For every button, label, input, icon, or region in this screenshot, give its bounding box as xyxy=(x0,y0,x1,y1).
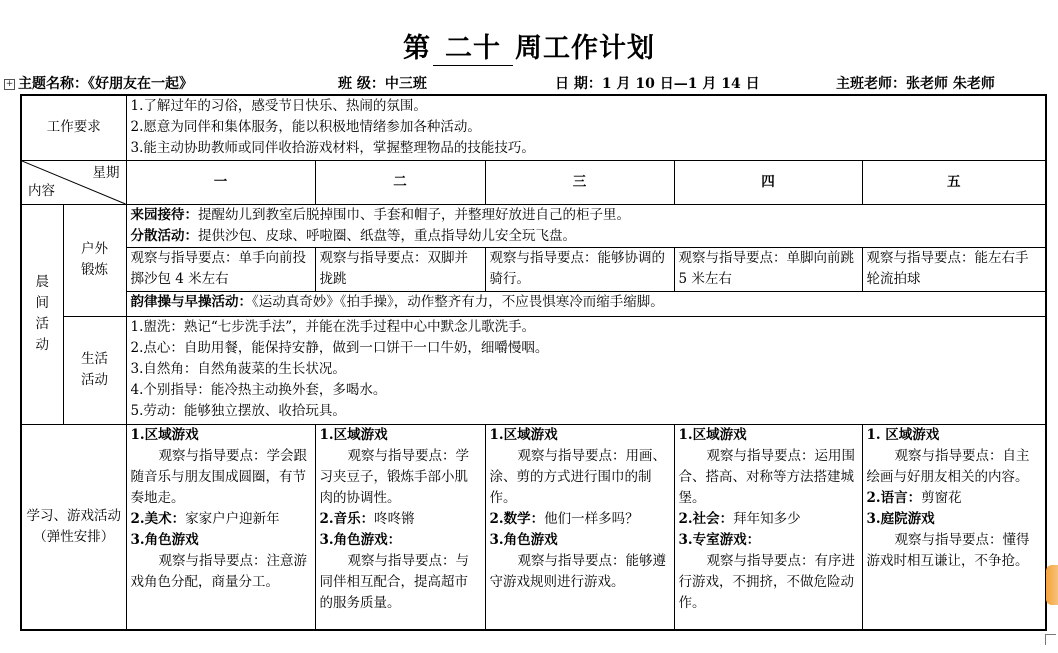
learning-day-wed: 1.区域游戏 观察与指导要点：用画、涂、剪的方式进行围巾的制作。 2.数学：他们一样多吗？ 3.角色游戏 观察与指导要点：能够遵守游戏规则进行游戏。 xyxy=(485,424,674,630)
learning-day-mon: 1.区域游戏 观察与指导要点：学会跟随音乐与朋友围成圆圈，有节奏地走。 2.美术：家家户户迎新年 3.角色游戏 观察与指导要点：注意游戏角色分配，商量分工。 xyxy=(126,424,315,630)
day-header-mon: 一 xyxy=(126,160,315,204)
head-teacher: 主班老师：张老师 朱老师 xyxy=(836,76,995,92)
requirement-item: 1.了解过年的习俗，感受节日快乐、热闹的氛围。 xyxy=(130,98,427,114)
rhythm-exercise-cell: 韵律操与早操活动：《运动真奇妙》《拍手操》，动作整齐有力，不应畏惧寒冷而缩手缩脚。 xyxy=(126,291,1046,316)
side-scroll-marker[interactable] xyxy=(1046,565,1058,605)
requirements-label: 工作要求 xyxy=(21,95,126,160)
day-header-tue: 二 xyxy=(315,160,485,204)
diagonal-header-cell xyxy=(21,160,126,204)
weekly-plan-table xyxy=(20,94,1047,631)
page-title: 第 二十 周工作计划 xyxy=(0,26,1058,66)
outdoor-observation: 观察与指导要点：双脚并拢跳 xyxy=(315,247,485,291)
requirement-item: 2.愿意为同伴和集体服务，能以积极地情绪参加各种活动。 xyxy=(130,119,481,135)
outdoor-observation: 观察与指导要点：能左右手轮流拍球 xyxy=(862,247,1046,291)
week-label: 星期 xyxy=(92,164,120,181)
learning-day-tue: 1.区域游戏 观察与指导要点：学习夹豆子，锻炼手部小肌肉的协调性。 2.音乐：咚咚锵 3.角色游戏： 观察与指导要点：与同伴相互配合，提高超市的服务质量。 xyxy=(315,424,485,630)
life-item: 5.劳动：能够独立摆放、收拾玩具。 xyxy=(130,402,346,419)
outdoor-observation: 观察与指导要点：能够协调的骑行。 xyxy=(485,247,674,291)
learning-day-fri: 1. 区域游戏 观察与指导要点：自主绘画与好朋友相关的内容。 2.语言：剪窗花 3.庭院游戏 观察与指导要点：懂得游戏时相互谦让，不争抢。 xyxy=(862,424,1046,630)
week-number: 二十 xyxy=(433,26,513,66)
class-name: 班 级：中三班 xyxy=(338,76,427,92)
date-range: 日 期：1 月 10 日—1 月 14 日 xyxy=(555,76,760,92)
life-activity-list xyxy=(126,316,1046,424)
life-item: 3.自然角：自然角菠菜的生长状况。 xyxy=(130,360,346,377)
life-item: 4.个别指导：能冷热主动换外套，多喝水。 xyxy=(130,381,387,398)
life-item: 1.盥洗：熟记“七步洗手法”，并能在洗手过程中心中默念儿歌洗手。 xyxy=(130,318,536,335)
outdoor-observation: 观察与指导要点：单脚向前跳 5 米左右 xyxy=(674,247,862,291)
theme-name: 主题名称：《好朋友在一起》 xyxy=(18,76,193,92)
requirement-item: 3.能主动协助教师或同伴收拾游戏材料，掌握整理物品的技能技巧。 xyxy=(130,140,535,156)
table-resize-handle[interactable] xyxy=(1045,634,1056,645)
day-header-fri: 五 xyxy=(862,160,1046,204)
requirements-list xyxy=(126,95,1046,160)
day-header-thu: 四 xyxy=(674,160,862,204)
arrival-scatter-cell: 来园接待：提醒幼儿到教室后脱掉围巾、手套和帽子，并整理好放进自己的柜子里。 分散活动：提供沙包、皮球、呼啦圈、纸盘等，重点指导幼儿安全玩飞盘。 xyxy=(126,204,1046,247)
day-header-wed: 三 xyxy=(485,160,674,204)
outdoor-observation: 观察与指导要点：单手向前投掷沙包 4 米左右 xyxy=(126,247,315,291)
table-move-handle-icon[interactable]: + xyxy=(5,79,14,89)
life-activity-label: 生活 活动 xyxy=(63,316,126,424)
learning-game-label: 学习、游戏活动（弹性安排） xyxy=(21,424,126,630)
content-label: 内容 xyxy=(28,182,55,199)
life-item: 2.点心：自助用餐，能保持安静，做到一口饼干一口牛奶，细嚼慢咽。 xyxy=(130,339,549,356)
outdoor-exercise-label: 户外 锻炼 xyxy=(63,204,126,316)
morning-activity-label: 晨 间 活 动 xyxy=(21,204,63,424)
learning-day-thu: 1.区域游戏 观察与指导要点：运用围合、搭高、对称等方法搭建城堡。 2.社会：拜年知多少 3.专室游戏： 观察与指导要点：有序进行游戏，不拥挤，不做危险动作。 xyxy=(674,424,862,630)
